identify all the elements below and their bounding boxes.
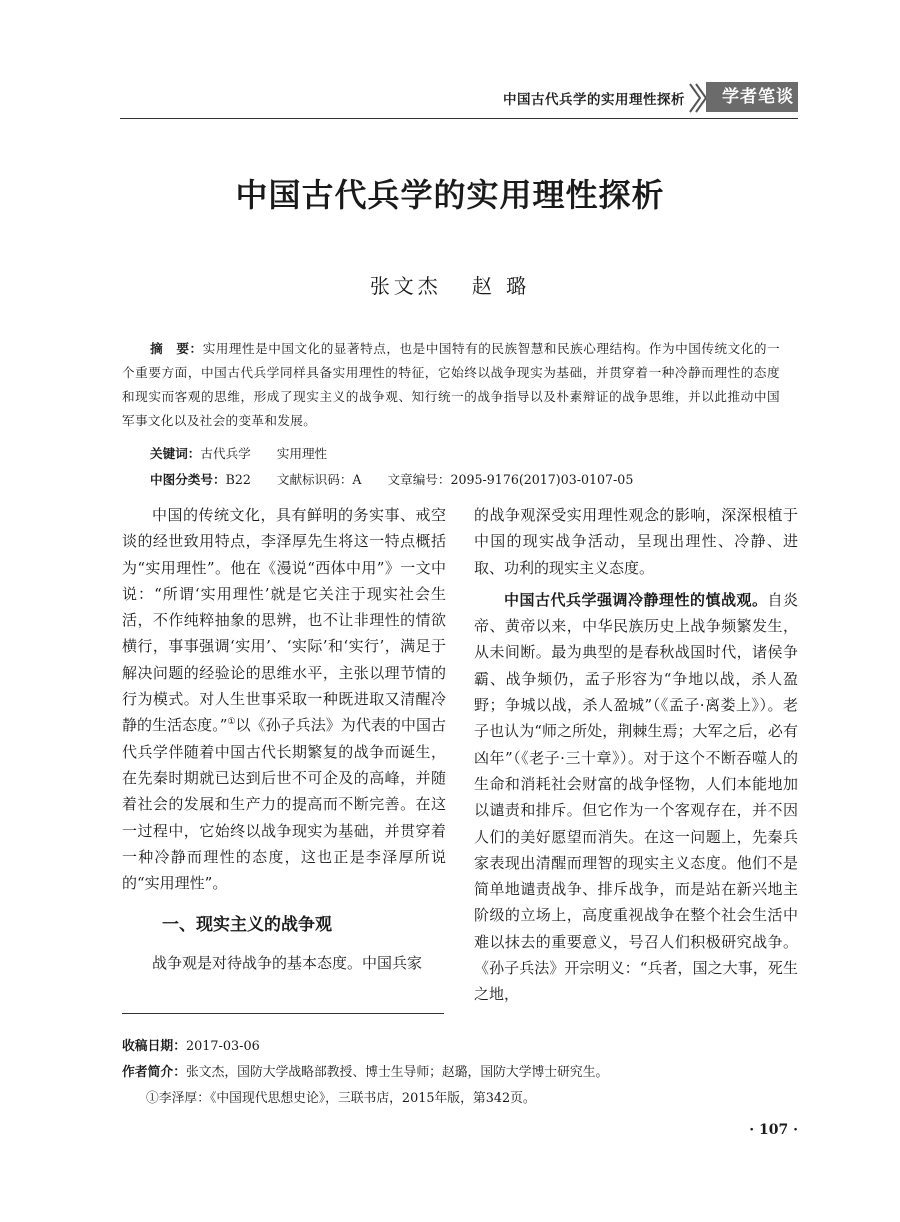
paragraph bbox=[474, 587, 798, 1008]
article-authors bbox=[0, 270, 900, 299]
paragraph-lead: 中国古代兵学强调冷静理性的慎战观。 bbox=[504, 590, 768, 609]
author-info bbox=[122, 1061, 608, 1080]
author-info-value: 张文杰，国防大学战略部教授、博士生导师；赵璐，国防大学博士研究生。 bbox=[185, 1065, 609, 1080]
abstract bbox=[122, 337, 780, 433]
article-title: 中国古代兵学的实用理性探析 bbox=[235, 176, 665, 214]
footnote: ①李泽厚：《中国现代思想史论》，三联书店，2015年版，第342页。 bbox=[146, 1091, 536, 1106]
doc-code-label: 文献标识码： bbox=[276, 472, 353, 487]
abstract-text: 实用理性是中国文化的显著特点，也是中国特有的民族智慧和民族心理结构。作为中国传统文化的一个重要方面，中国古代兵学同样具备实用理性的特征，它始终以战争现实为基础，并贯穿着一种冷静而理性的态度和现实而客观的思维，形成了现实主义的战争观、知行统一的战争指导以及朴素辩证的战争思维，并以此推动中国军事文化以及社会的变革和发展。 bbox=[122, 341, 780, 428]
header-rule bbox=[120, 118, 798, 119]
footnote-marker[interactable]: ① bbox=[227, 717, 236, 728]
received-value: 2017-03-06 bbox=[185, 1039, 260, 1054]
section-heading: 一、现实主义的战争观 bbox=[162, 915, 332, 936]
classification-row bbox=[150, 469, 633, 488]
article-no-value: 2095-9176(2017)03-0107-05 bbox=[450, 472, 634, 487]
keyword: 实用理性 bbox=[276, 446, 328, 461]
paragraph bbox=[122, 502, 446, 896]
author-name: 赵 璐 bbox=[471, 274, 531, 298]
author-name: 张文杰 bbox=[369, 274, 442, 298]
abstract-label: 摘 要： bbox=[150, 341, 203, 356]
running-header-title: 中国古代兵学的实用理性探析 bbox=[503, 92, 685, 108]
paragraph: 战争观是对待战争的基本态度。中国兵家 bbox=[152, 954, 423, 973]
article-no-label: 文章编号： bbox=[387, 472, 451, 487]
keyword: 古代兵学 bbox=[200, 446, 251, 461]
author-info-label: 作者简介： bbox=[122, 1065, 186, 1080]
keywords-label: 关键词： bbox=[150, 446, 201, 461]
paragraph-text: 中国的传统文化，具有鲜明的务实事、戒空谈的经世致用特点，李泽厚先生将这一特点概括为“实用理性”。他在《漫说“西体中用”》一文中说：“所谓‘实用理性’就是它关注于现实社会生活，不作纯粹抽象的思辨，也不让非理性的情欲横行，事事强调‘实用’、‘实际’和‘实行’，满足于解决问题的经验论的思维水平，主张以理节情的行为模式。对人生世事采取一种既进取又清醒冷静的生活态度。” bbox=[122, 506, 446, 735]
doc-code-value: A bbox=[352, 472, 362, 487]
clc-label: 中图分类号： bbox=[150, 472, 226, 487]
received-date bbox=[122, 1035, 260, 1054]
keywords-row bbox=[150, 443, 353, 462]
received-label: 收稿日期： bbox=[122, 1039, 186, 1054]
section-tab: 学者笔谈 bbox=[706, 82, 798, 112]
body-column-left bbox=[122, 502, 446, 977]
body-column-right bbox=[474, 502, 798, 1008]
paragraph: 的战争观深受实用理性观念的影响，深深根植于中国的现实战争活动，呈现出理性、冷静、进取、功利的现实主义态度。 bbox=[474, 506, 798, 577]
footnote-rule bbox=[122, 1013, 444, 1014]
page-number: · 107 · bbox=[749, 1122, 798, 1138]
paragraph-text: 以《孙子兵法》为代表的中国古代兵学伴随着中国古代长期繁复的战争而诞生，在先秦时期就已达到后世不可企及的高峰，并随着社会的发展和生产力的提高而不断完善。在这一过程中，它始终以战争现实为基础，并贯穿着一种冷静而理性的态度，这也正是李泽厚所说的“实用理性”。 bbox=[122, 716, 446, 893]
paragraph-text: 自炎帝、黄帝以来，中华民族历史上战争频繁发生，从未间断。最为典型的是春秋战国时代，诸侯争霸、战争频仍，孟子形容为“争地以战，杀人盈野；争城以战，杀人盈城”（《孟子·离娄上》）。老子也认为“师之所处，荆棘生焉；大军之后，必有凶年”（《老子·三十章》）。对于这个不断吞噬人的生命和消耗社会财富的战争怪物，人们本能地加以谴责和排斥。但它作为一个客观存在，并不因人们的美好愿望而消失。在这一问题上，先秦兵家表现出清醒而理智的现实主义态度。他们不是简单地谴责战争、排斥战争，而是站在新兴地主阶级的立场上，高度重视战争在整个社会生活中难以抹去的重要意义，号召人们积极研究战争。《孙子兵法》开宗明义：“兵者，国之大事，死生之地， bbox=[474, 590, 798, 1004]
clc-value: B22 bbox=[225, 472, 251, 487]
